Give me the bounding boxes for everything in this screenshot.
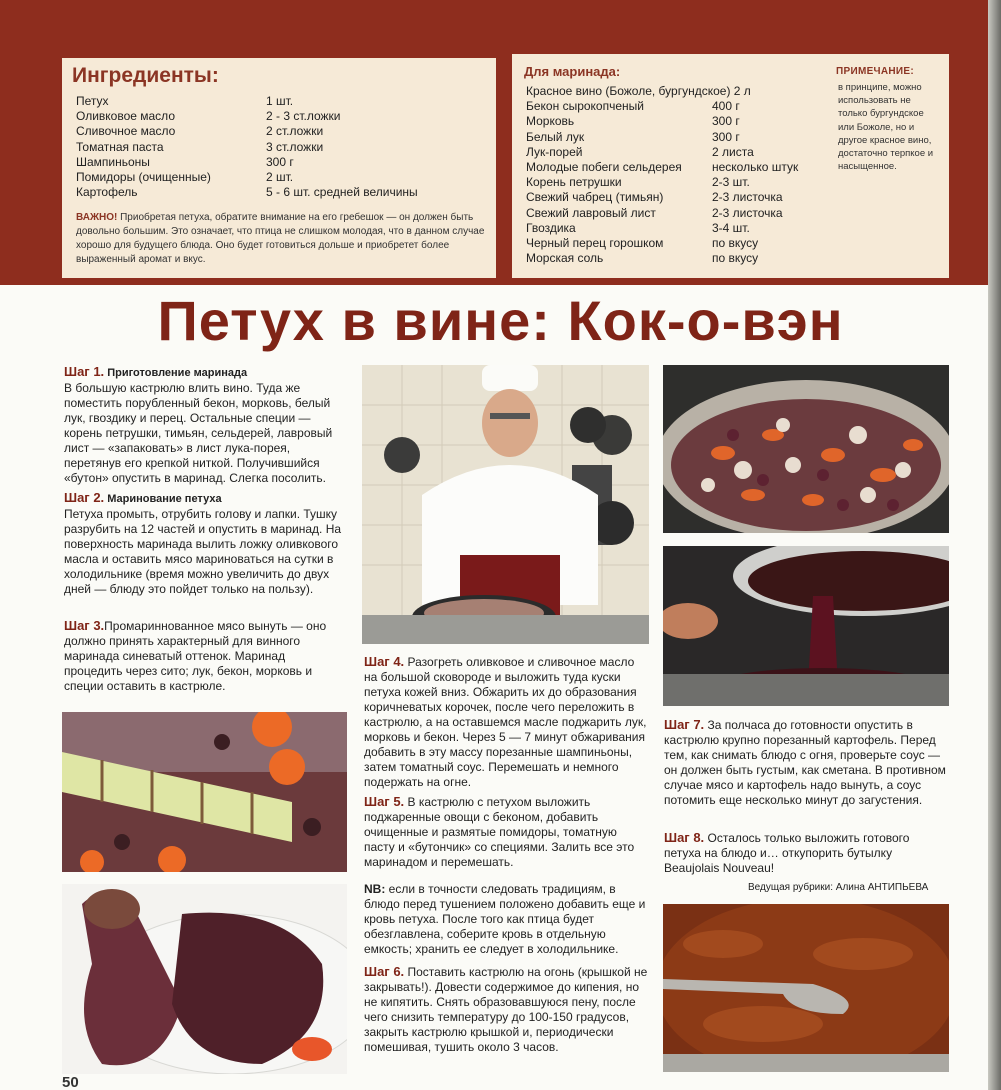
wine-pouring-photo [663,546,949,706]
ingredient-qty: 300 г [266,154,294,169]
marinade-row [526,99,836,114]
chef-image [362,365,649,644]
step-text: Петуха промыть, отрубить голову и лапки. Тушку разрубить на 12 частей и опустить в маринад. На поверхность маринада вылить ложку оливкового масла и оставить мясо мариноваться на сутки в холодильнике (время можно увеличить до двух дней — блюду это пойдет только на пользу). [64,507,342,596]
step-4 [364,654,648,790]
marinade-name: Лук-порей [526,144,583,159]
step-2 [64,490,346,597]
marinade-row [526,190,836,205]
marinade-name: Морская соль [526,251,604,266]
important-note [76,211,486,267]
ingredient-qty: 2 шт. [266,169,294,184]
nb-label: NB: [364,882,386,896]
marinade-qty: 2-3 шт. [712,175,750,190]
ingredients-card [62,58,496,278]
ingredient-row [76,94,496,109]
step-1 [64,364,346,486]
marinade-bouquet-photo [62,712,347,872]
step-text: если в точности следовать традициям, в блюдо перед тушением положено добавить еще и кровь петуха. После того как птица будет обезглавлена, соберите кровь в отдельную емкость; хранить ее следует в холодильнике. [364,882,646,956]
marinade-qty: 2-3 листочка [712,205,783,220]
step-subtitle: Маринование петуха [104,493,222,505]
marinade-row [526,206,836,221]
ingredient-name: Оливковое масло [76,109,175,124]
step-7 [664,717,949,808]
marinade-row [526,236,836,251]
ingredient-qty: 2 ст.ложки [266,124,324,139]
marinade-name: Морковь [526,114,575,129]
ingredient-name: Шампиньоны [76,154,150,169]
marinade-qty: 300 г [712,129,740,144]
ingredient-qty: 5 - 6 шт. средней величины [266,185,418,200]
nb-note [364,882,648,957]
marinade-name: Свежий чабрец (тимьян) [526,190,664,205]
marinade-name: Бекон сырокопченый [526,99,644,114]
ingredient-qty: 3 ст.ложки [266,139,324,154]
ingredients-list [76,94,496,200]
ingredient-name: Картофель [76,185,138,200]
step-text: Промариннованное мясо вынуть — оно должно принять характерный для винного маринада синеватый оттенок. Маринад процедить через сито; лук, бекон, морковь и специи оставить в кастрюле. [64,619,327,693]
marinade-qty: 2-3 листочка [712,190,783,205]
marinade-name: Черный перец горошком [526,235,664,250]
marinade-row [526,251,836,266]
note-title: ПРИМЕЧАНИЕ: [836,66,915,77]
ingredient-qty: 1 шт. [266,94,294,108]
page-title: Петух в вине: Кок-о-вэн [157,289,844,352]
marinade-card [512,54,949,278]
ingredients-title: Ингредиенты: [72,64,219,87]
ingredient-qty: 2 - 3 ст.ложки [266,109,341,124]
marinade-row [526,221,836,236]
step-text: Осталось только выложить готового петуха на блюдо и… откупорить бутылку Beaujolais Nouveau! [664,831,910,875]
step-8 [664,830,949,876]
marinated-rooster-photo [62,884,347,1074]
marinade-qty: 300 г [712,114,740,129]
ingredient-row [76,140,496,155]
marinade-row [526,145,836,160]
step-text: Разогреть оливковое и сливочное масло на большой сковороде и выложить туда куски петуха кожей вниз. Обжарить их до образования коричневатых корочек, после чего переложить в кастрюлю, а на оставшемся масле поджарить лук, морковь и бекон. Через 5 — 7 минут обжаривания добавить в эту массу порезанные шампиньоны, затем томатный соус. Перемешать и немного подержать на огне. [364,655,647,789]
page-spine [988,0,1001,1090]
marinade-bouquet-image [62,712,347,872]
ingredient-row [76,109,496,124]
step-text: За полчаса до готовности опустить в кастрюлю крупно порезанный картофель. Перед тем, как снимать блюдо с огня, проверьте соус — он должен быть густым, как сметана. В противном случае мясо и картофель надо вынуть, а соус потомить еще несколько минут до загустения. [664,718,946,807]
ingredient-row [76,124,496,139]
ingredient-row [76,170,496,185]
marinade-qty: 2 листа [712,144,754,159]
wine-pouring-image [663,546,949,706]
marinade-qty: по вкусу [712,251,759,266]
step-label: Шаг 1. [64,364,105,379]
stew-pot-image [663,904,949,1072]
marinade-row [526,160,836,175]
step-label: Шаг 4. [364,654,405,669]
vegetables-photo [663,365,949,533]
step-label: Шаг 6. [364,964,405,979]
ingredient-row [76,155,496,170]
page-number: 50 [62,1074,79,1090]
step-text: В кастрюлю с петухом выложить поджаренные овощи с беконом, добавить очищенные и размятые помидоры, томатную пасту и «бутончик» со специями. Залить все это маринадом и перемешать. [364,795,635,869]
marinade-name: Белый лук [526,129,585,144]
important-text: Приобретая петуха, обратите внимание на его гребешок — он должен быть довольно большим. Это означает, что птица не слишком молодая, что в данном случае хорошо для будущего блюда. Оно будет готовиться дольше и приобретет более выраженный аромат и вкус. [76,212,485,265]
step-subtitle: Приготовление маринада [104,367,248,379]
marinade-qty: по вкусу [712,235,759,250]
important-label: ВАЖНО! [76,212,118,223]
marinade-name: Гвоздика [526,220,576,235]
ingredient-row [76,185,496,200]
marinade-title: Для маринада: [524,64,621,79]
vegetables-image [663,365,949,533]
step-5 [364,794,648,870]
marinade-qty: 400 г [712,99,740,114]
marinade-name: Молодые побеги сельдерея [526,159,682,174]
marinade-name: Корень петрушки [526,175,622,190]
step-text: Поставить кастрюлю на огонь (крышкой не закрывать!). Довести содержимое до кипения, но не кипятить. Снять образовавшуюся пену, после чего снизить температуру до 100-150 градусов, закрыть кастрюлю крышкой и, периодически помешивая, тушить около 3 часов. [364,965,648,1054]
ingredient-name: Сливочное масло [76,124,176,139]
marinade-row [526,114,836,129]
stew-pot-photo [663,904,949,1072]
chef-photo [362,365,649,644]
marinade-row [526,175,836,190]
step-label: Шаг 5. [364,794,405,809]
marinade-name: Свежий лавровый лист [526,205,656,220]
ingredient-name: Помидоры (очищенные) [76,169,211,184]
step-label: Шаг 3. [64,618,105,633]
marinade-row [526,130,836,145]
step-label: Шаг 8. [664,830,705,845]
marinated-rooster-image [62,884,347,1074]
step-text: В большую кастрюлю влить вино. Туда же поместить порубленный бекон, морковь, белый лук, гвоздику и перец. Остальные специи — корень петрушки, тимьян, сельдерей, лавровый лист — «запаковать» в лист лука-порея, перетянув его крепкой ниткой. Получившийся «бутон» опустить в маринад. Слегка посолить. [64,381,333,485]
column-credit: Ведущая рубрики: Алина АНТИПЬЕВА [748,882,929,893]
ingredient-name: Томатная паста [76,139,164,154]
step-3 [64,618,346,694]
ingredient-name: Петух [76,94,109,108]
marinade-qty: несколько штук [712,159,799,174]
note-text: в принципе, можно использовать не только бургундское или Божоле, но и другое красное вино, достаточно терпкое и насыщенное. [838,82,934,173]
step-6 [364,964,648,1055]
step-label: Шаг 2. [64,490,105,505]
marinade-qty: 3-4 шт. [712,220,750,235]
marinade-wine-row: Красное вино (Божоле, бургундское) 2 л [526,84,751,98]
marinade-list [526,84,836,266]
step-label: Шаг 7. [664,717,705,732]
